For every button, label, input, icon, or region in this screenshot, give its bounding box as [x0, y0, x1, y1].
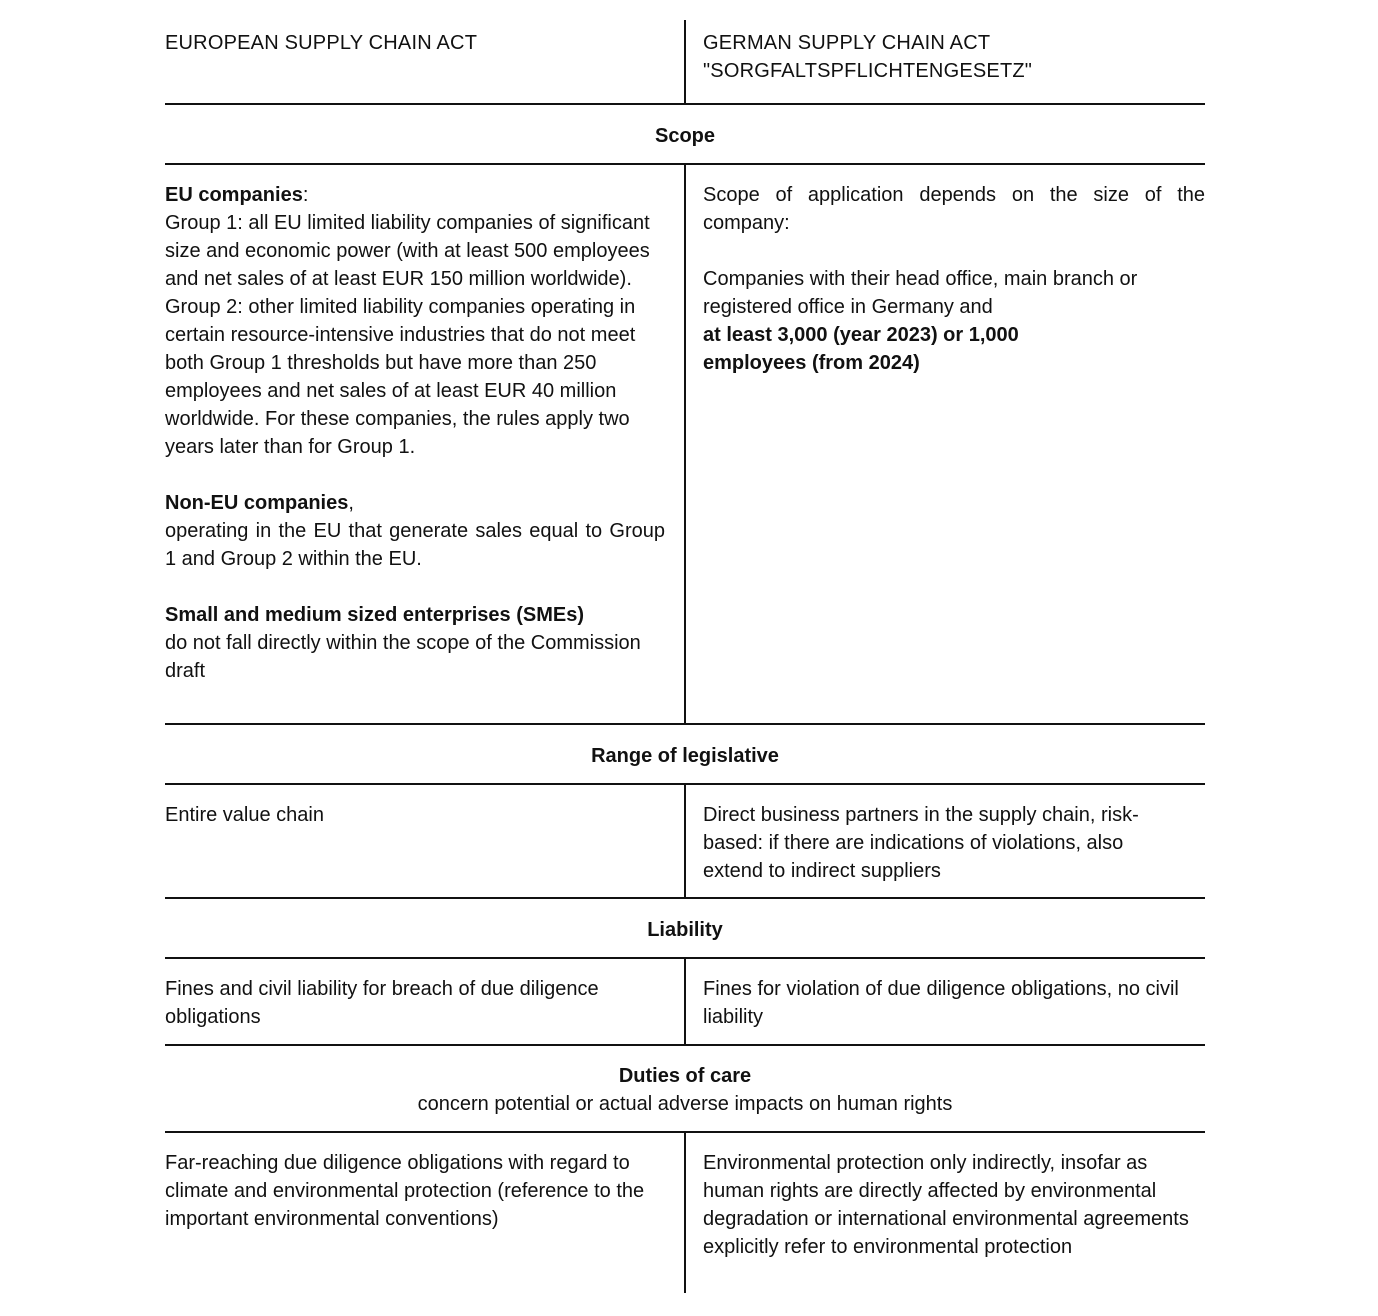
duties-left-text: Far-reaching due diligence obligations with regard to climate and environmental protection (reference to the important environmental conventions)	[165, 1152, 645, 1230]
liability-right-text: Fines for violation of due diligence obligations, no civil liability	[703, 978, 1179, 1028]
column-divider-liability	[684, 959, 686, 1045]
sme-heading: Small and medium sized enterprises (SMEs)	[165, 604, 585, 626]
column-divider-scope	[684, 165, 686, 724]
section-title-duties: Duties of care	[618, 1065, 752, 1087]
group1-text: Group 1: all EU limited liability companies of significant size and economic power (with at least 500 employees and net sales of at least EUR 150 million worldwide).	[165, 212, 650, 290]
section-title-scope: Scope	[654, 125, 716, 147]
scope-left-cell	[165, 181, 665, 685]
sme-text: do not fall directly within the scope of the Commission draft	[165, 632, 641, 682]
liability-left-text: Fines and civil liability for breach of due diligence obligations	[165, 978, 599, 1028]
column-divider-duties	[684, 1133, 686, 1293]
non-eu-text: operating in the EU that generate sales equal to Group 1 and Group 2 within the EU.	[165, 520, 665, 570]
section-rule-duties-top	[165, 1044, 1205, 1046]
header-right-title-line2: "SORGFALTSPFLICHTENGESETZ"	[703, 60, 1033, 82]
group2-text: Group 2: other limited liability companies operating in certain resource-intensive industries that do not meet both Group 1 thresholds but have more than 250 employees and net sales of at least EUR 40 million worldwide. For these companies, the rules apply two years later than for Group 1.	[165, 296, 636, 458]
scope-threshold-text: at least 3,000 (year 2023) or 1,000 employees (from 2024)	[703, 324, 1019, 374]
non-eu-heading: Non-EU companies,	[165, 492, 354, 514]
header-right-title-line1: GERMAN SUPPLY CHAIN ACT	[703, 32, 991, 54]
header-rule	[165, 103, 1205, 105]
column-divider-range	[684, 785, 686, 898]
section-subtitle-duties: concern potential or actual adverse impacts on human rights	[417, 1093, 953, 1115]
section-rule-range-top	[165, 723, 1205, 725]
range-right-text: Direct business partners in the supply chain, risk-based: if there are indications of violations, also extend to indirect suppliers	[703, 804, 1139, 882]
section-title-range: Range of legislative	[591, 745, 779, 767]
section-rule-liability-top	[165, 897, 1205, 899]
comparison-table	[165, 0, 1205, 1316]
header-left-title: EUROPEAN SUPPLY CHAIN ACT	[165, 32, 478, 54]
range-left-text: Entire value chain	[165, 804, 324, 826]
scope-right-cell	[703, 181, 1205, 377]
scope-companies-text: Companies with their head office, main branch or registered office in Germany and	[703, 268, 1138, 318]
duties-right-text: Environmental protection only indirectly, insofar as human rights are directly affected by environmental degradation or international environmental agreements explicitly refer to environmental protection	[703, 1152, 1189, 1258]
section-title-liability: Liability	[647, 919, 723, 941]
header-divider	[684, 20, 686, 105]
header-right-title	[703, 29, 1205, 85]
scope-intro-text: Scope of application depends on the size of the company:	[703, 184, 1205, 234]
eu-companies-heading: EU companies:	[165, 184, 309, 206]
